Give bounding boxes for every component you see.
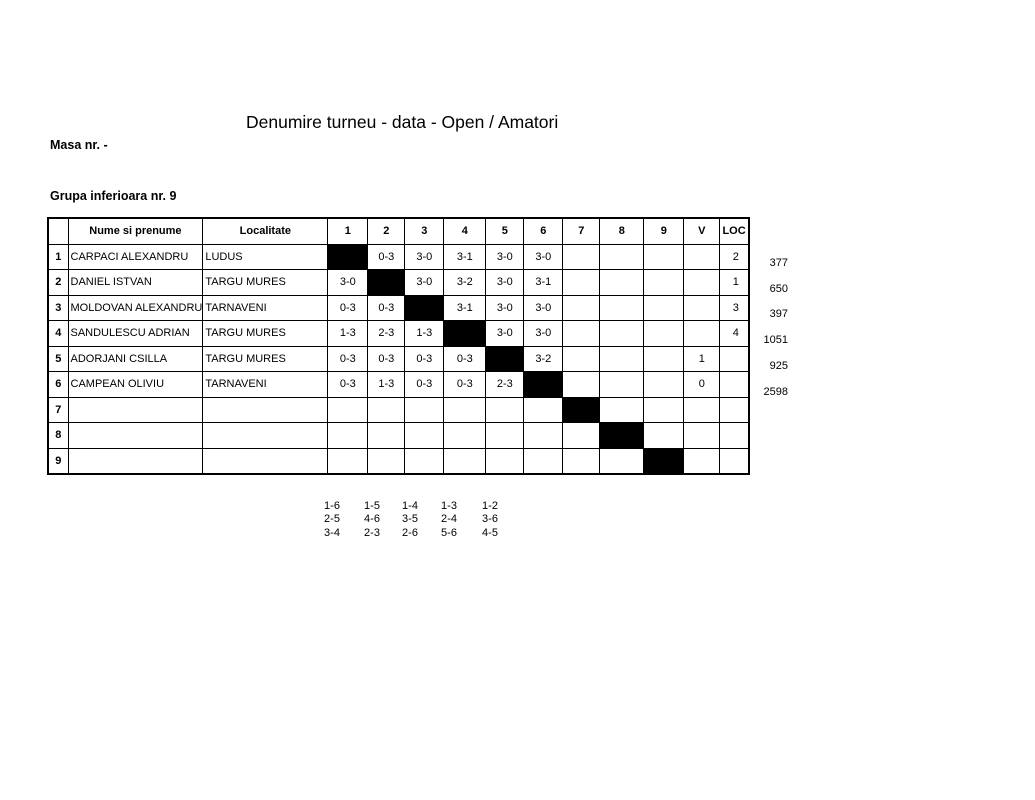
score-cell [644,423,684,449]
player-city: TARGU MURES [203,321,328,347]
player-name: CAMPEAN OLIVIU [68,372,203,398]
score-cell: 1-3 [368,372,405,398]
player-name: MOLDOVAN ALEXANDRU [68,295,203,321]
schedule-match: 1-2 [482,500,498,512]
schedule-match: 4-6 [364,513,380,526]
player-name: SANDULESCU ADRIAN [68,321,203,347]
score-cell [600,295,644,321]
score-cell [600,372,644,398]
schedule-match: 2-3 [364,526,380,539]
rating-points: 650 [769,282,788,295]
score-cell [563,244,600,270]
header-cell: 9 [644,218,684,244]
schedule-match: 2-5 [324,513,340,526]
score-cell [600,448,644,474]
player-number: 8 [48,423,68,449]
score-cell: 0-3 [405,372,444,398]
score-cell [486,397,524,423]
self-match-cell [405,295,444,321]
self-match-cell [644,448,684,474]
score-cell: 3-0 [486,321,524,347]
header-cell: 2 [368,218,405,244]
score-cell [405,397,444,423]
score-cell [328,423,368,449]
player-number: 5 [48,346,68,372]
score-cell: 3-1 [524,270,563,296]
player-row [48,244,749,270]
player-city: TARGU MURES [203,270,328,296]
score-cell [644,372,684,398]
header-cell: 8 [600,218,644,244]
score-cell [600,346,644,372]
score-cell: 3-1 [444,295,486,321]
schedule-match: 3-6 [482,513,498,526]
player-row [48,372,749,398]
place-cell [720,423,749,449]
score-cell: 0-3 [444,346,486,372]
score-cell [600,321,644,347]
score-cell [644,270,684,296]
score-cell: 0-3 [368,295,405,321]
self-match-cell [368,270,405,296]
self-match-cell [563,397,600,423]
score-cell: 0-3 [444,372,486,398]
score-cell: 3-2 [524,346,563,372]
player-number: 3 [48,295,68,321]
place-cell [720,448,749,474]
header-cell: V [684,218,720,244]
score-cell [563,321,600,347]
score-cell [328,448,368,474]
player-city [203,423,328,449]
player-city [203,448,328,474]
score-cell: 3-2 [444,270,486,296]
self-match-cell [600,423,644,449]
score-cell [563,423,600,449]
schedule-round [475,500,505,540]
score-cell: 3-0 [486,270,524,296]
tournament-title: Denumire turneu - data - Open / Amatori [246,112,559,132]
schedule-match: 1-5 [364,500,380,512]
schedule-match: 2-6 [402,526,418,539]
schedule-match: 3-4 [324,526,340,539]
self-match-cell [328,244,368,270]
score-cell: 0-3 [368,244,405,270]
player-city: TARGU MURES [203,346,328,372]
score-cell [405,448,444,474]
score-cell: 0-3 [328,372,368,398]
score-cell [368,397,405,423]
header-row [48,218,749,244]
score-cell: 3-1 [444,244,486,270]
player-name: ADORJANI CSILLA [68,346,203,372]
rating-points: 377 [769,257,788,269]
score-cell [563,448,600,474]
player-row [48,448,749,474]
v-cell [684,423,720,449]
rating-points: 1051 [763,334,788,347]
rating-points: 2598 [763,385,788,398]
player-row [48,321,749,347]
player-name [68,448,203,474]
schedule-match: 5-6 [441,526,457,539]
score-cell [328,397,368,423]
score-cell: 1-3 [405,321,444,347]
header-cell: LOC [720,218,749,244]
v-cell [684,321,720,347]
score-cell: 2-3 [368,321,405,347]
score-cell: 1-3 [328,321,368,347]
header-cell: 4 [444,218,486,244]
self-match-cell [524,372,563,398]
schedule-match: 1-3 [441,500,457,512]
player-row [48,270,749,296]
player-number: 6 [48,372,68,398]
schedule-round [357,500,387,540]
schedule-match: 2-4 [441,513,457,526]
score-cell [486,448,524,474]
score-cell [600,270,644,296]
score-cell [644,321,684,347]
player-row [48,346,749,372]
header-cell: 7 [563,218,600,244]
place-cell: 3 [720,295,749,321]
v-cell [684,244,720,270]
player-number: 9 [48,448,68,474]
rating-points: 925 [769,359,788,372]
player-name: CARPACI ALEXANDRU [68,244,203,270]
score-cell [644,244,684,270]
player-name: DANIEL ISTVAN [68,270,203,296]
v-cell [684,295,720,321]
score-cell [644,346,684,372]
score-cell: 2-3 [486,372,524,398]
v-cell: 0 [684,372,720,398]
rating-points: 397 [769,308,788,321]
score-cell [444,448,486,474]
score-cell: 3-0 [524,321,563,347]
results-grid [47,217,750,475]
score-cell: 3-0 [524,295,563,321]
score-cell [563,372,600,398]
score-cell [524,397,563,423]
header-cell [48,218,68,244]
score-cell [368,448,405,474]
score-cell [563,346,600,372]
schedule-match: 4-5 [482,526,498,539]
group-label: Grupa inferioara nr. 9 [50,189,177,203]
score-cell [524,423,563,449]
schedule-round [434,500,464,540]
score-cell: 3-0 [405,270,444,296]
place-cell [720,397,749,423]
score-cell [563,270,600,296]
header-cell: 3 [405,218,444,244]
score-cell: 3-0 [405,244,444,270]
score-cell [368,423,405,449]
header-cell: 5 [486,218,524,244]
self-match-cell [486,346,524,372]
score-cell [644,397,684,423]
place-cell: 4 [720,321,749,347]
place-cell: 2 [720,244,749,270]
score-cell [486,423,524,449]
header-cell: Localitate [203,218,328,244]
self-match-cell [444,321,486,347]
schedule-match: 3-5 [402,513,418,526]
header-cell: Nume si prenume [68,218,203,244]
schedule-round [395,500,425,540]
score-cell [444,397,486,423]
score-cell: 0-3 [328,295,368,321]
score-cell: 0-3 [368,346,405,372]
score-cell [644,295,684,321]
player-row [48,295,749,321]
player-row [48,397,749,423]
score-cell [600,397,644,423]
score-cell: 3-0 [328,270,368,296]
player-number: 7 [48,397,68,423]
player-name [68,397,203,423]
score-cell: 3-0 [486,244,524,270]
v-cell: 1 [684,346,720,372]
score-cell [600,244,644,270]
v-cell [684,270,720,296]
schedule-round [317,500,347,540]
player-city: TARNAVENI [203,295,328,321]
v-cell [684,397,720,423]
table-number-label: Masa nr. - [50,138,108,152]
schedule-match: 1-4 [402,500,418,512]
place-cell: 1 [720,270,749,296]
score-cell [563,295,600,321]
player-number: 2 [48,270,68,296]
score-cell: 3-0 [486,295,524,321]
player-name [68,423,203,449]
score-cell: 3-0 [524,244,563,270]
score-cell [405,423,444,449]
player-number: 1 [48,244,68,270]
score-cell [444,423,486,449]
player-city: LUDUS [203,244,328,270]
score-cell: 0-3 [328,346,368,372]
score-cell [524,448,563,474]
player-city: TARNAVENI [203,372,328,398]
header-cell: 6 [524,218,563,244]
schedule-match: 1-6 [324,500,340,512]
player-city [203,397,328,423]
v-cell [684,448,720,474]
score-cell: 0-3 [405,346,444,372]
player-number: 4 [48,321,68,347]
header-cell: 1 [328,218,368,244]
player-row [48,423,749,449]
